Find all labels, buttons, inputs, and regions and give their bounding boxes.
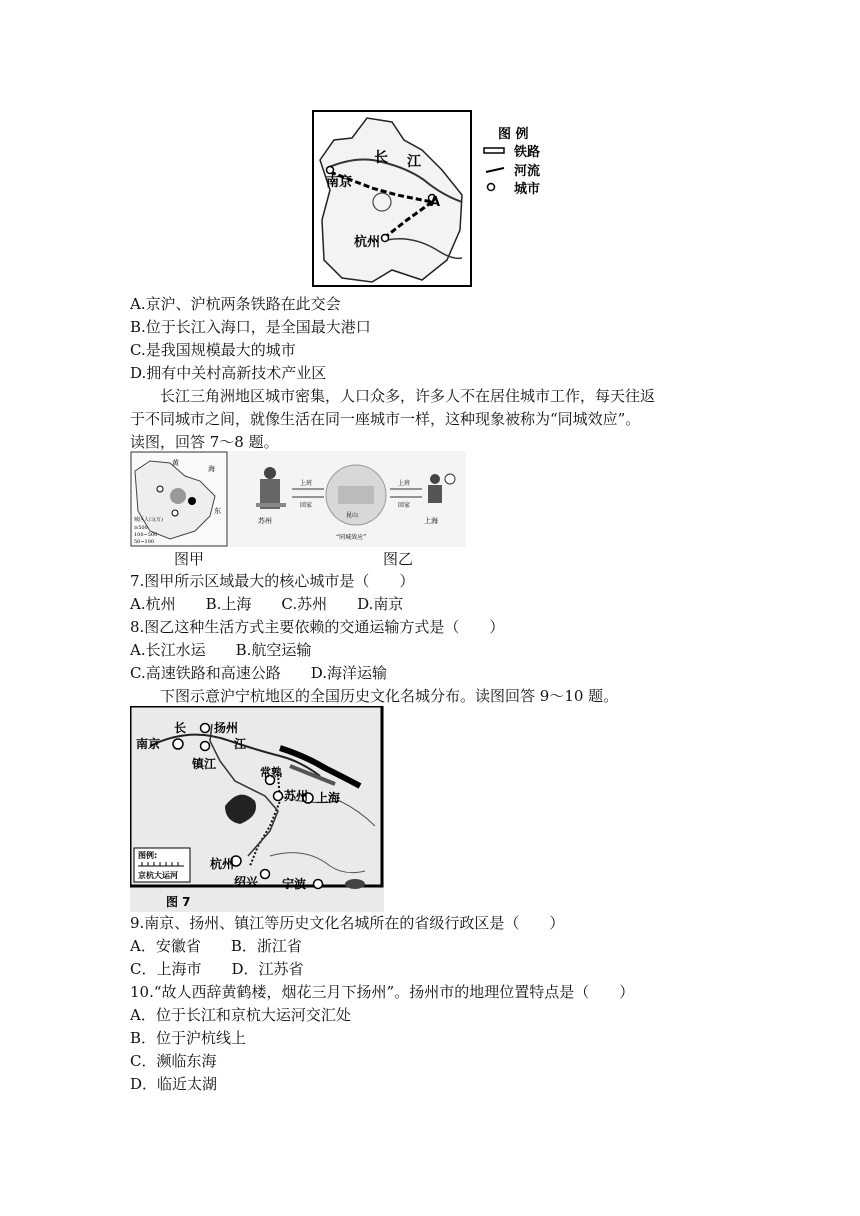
label-kunshan: 昆山 <box>346 512 359 519</box>
q8-stem: 8.图乙这种生活方式主要依赖的交通运输方式是（ ） <box>130 618 505 636</box>
label-chang: 长 <box>374 150 388 166</box>
label-yangzhou: 扬州 <box>214 721 239 735</box>
q7-options: A.杭州 B.上海 C.苏州 D.南京 <box>130 595 404 613</box>
legend-city: 城市 <box>514 182 541 197</box>
label-a: A <box>430 195 441 210</box>
q10-option-c: C．濒临东海 <box>130 1052 217 1070</box>
label-hangzhou: 杭州 <box>354 235 381 250</box>
legend-population: 城区人口(万) <box>134 517 163 523</box>
label-suzhou: 苏州 <box>284 789 309 803</box>
q6-option-d: D.拥有中关村高新技术产业区 <box>130 364 327 382</box>
q10-option-d: D．临近太湖 <box>130 1075 218 1093</box>
q8-options-1: A.长江水运 B.航空运输 <box>130 641 312 659</box>
q9-stem: 9.南京、扬州、镇江等历史文化名城所在的省级行政区是（ ） <box>130 914 565 932</box>
caption-jia: 图甲 <box>174 550 205 568</box>
intro-7-8-line-2: 于不同城市之间，就像生活在同一座城市一样，这种现象被称为“同城效应”。 <box>130 410 641 428</box>
historic-cities-map <box>130 706 384 912</box>
q10-option-b: B．位于沪杭线上 <box>130 1029 247 1047</box>
legend-railway: 铁路 <box>514 145 541 160</box>
label-river-chang: 长 <box>174 721 187 735</box>
legend-title: 图 例 <box>498 127 529 142</box>
label-jiang: 江 <box>407 154 421 170</box>
caption-yi: 图乙 <box>383 550 414 568</box>
figure-jia-map <box>130 451 228 547</box>
label-shaoxing: 绍兴 <box>234 875 259 889</box>
label-changshu: 常熟 <box>260 766 282 779</box>
label-river-jiang: 江 <box>234 737 247 751</box>
intro-9-10: 下图示意沪宁杭地区的全国历史文化名城分布。读图回答 9～10 题。 <box>160 687 619 705</box>
label-nanjing: 南京 <box>136 737 161 751</box>
q7-stem: 7.图甲所示区域最大的核心城市是（ ） <box>130 572 415 590</box>
intro-7-8-line-3: 读图，回答 7～8 题。 <box>130 433 279 451</box>
q10-option-a: A．位于长江和京杭大运河交汇处 <box>130 1006 351 1024</box>
label-go-work-left: 上班 <box>300 480 313 487</box>
label-go-work-right: 上班 <box>398 480 411 487</box>
label-huang: 黄 <box>172 459 179 467</box>
label-suzhou: 苏州 <box>258 517 272 525</box>
legend-l2: 100~500 <box>134 532 158 538</box>
legend-l1: ≥500 <box>134 525 148 531</box>
label-nanjing: 南京 <box>326 175 353 190</box>
label-go-home-left: 回家 <box>300 502 313 509</box>
label-go-home-right: 回家 <box>398 502 411 509</box>
label-zhenjiang: 镇江 <box>192 757 217 771</box>
legend-title: 图例: <box>138 851 158 860</box>
intro-7-8-line-1: 长江三角洲地区城市密集，人口众多，许多人不在居住城市工作，每天往返 <box>160 387 656 405</box>
label-dong: 东 <box>214 507 221 515</box>
q6-option-a: A.京沪、沪杭两条铁路在此交会 <box>130 295 341 313</box>
legend-river: 河流 <box>514 164 541 179</box>
map7-caption: 图 7 <box>166 895 191 909</box>
q10-stem: 10.“故人西辞黄鹤楼，烟花三月下扬州”。扬州市的地理位置特点是（ ） <box>130 983 635 1001</box>
legend-l3: 50~100 <box>134 539 155 545</box>
label-hangzhou: 杭州 <box>210 857 235 871</box>
legend-grand-canal: 京杭大运河 <box>138 871 178 880</box>
q9-options-1: A．安徽省 B．浙江省 <box>130 937 302 955</box>
yangtze-delta-railway-map <box>312 110 552 288</box>
label-shanghai: 上海 <box>316 791 341 805</box>
label-effect: “同城效应” <box>336 534 367 541</box>
q8-options-2: C.高速铁路和高速公路 D.海洋运输 <box>130 664 387 682</box>
label-ningbo: 宁波 <box>282 877 307 891</box>
q6-option-b: B.位于长江入海口，是全国最大港口 <box>130 318 371 336</box>
figure-yi-illustration <box>228 451 466 547</box>
q6-option-c: C.是我国规模最大的城市 <box>130 341 296 359</box>
label-hai: 海 <box>208 465 215 473</box>
label-shanghai: 上海 <box>424 517 438 525</box>
q9-options-2: C．上海市 D．江苏省 <box>130 960 304 978</box>
